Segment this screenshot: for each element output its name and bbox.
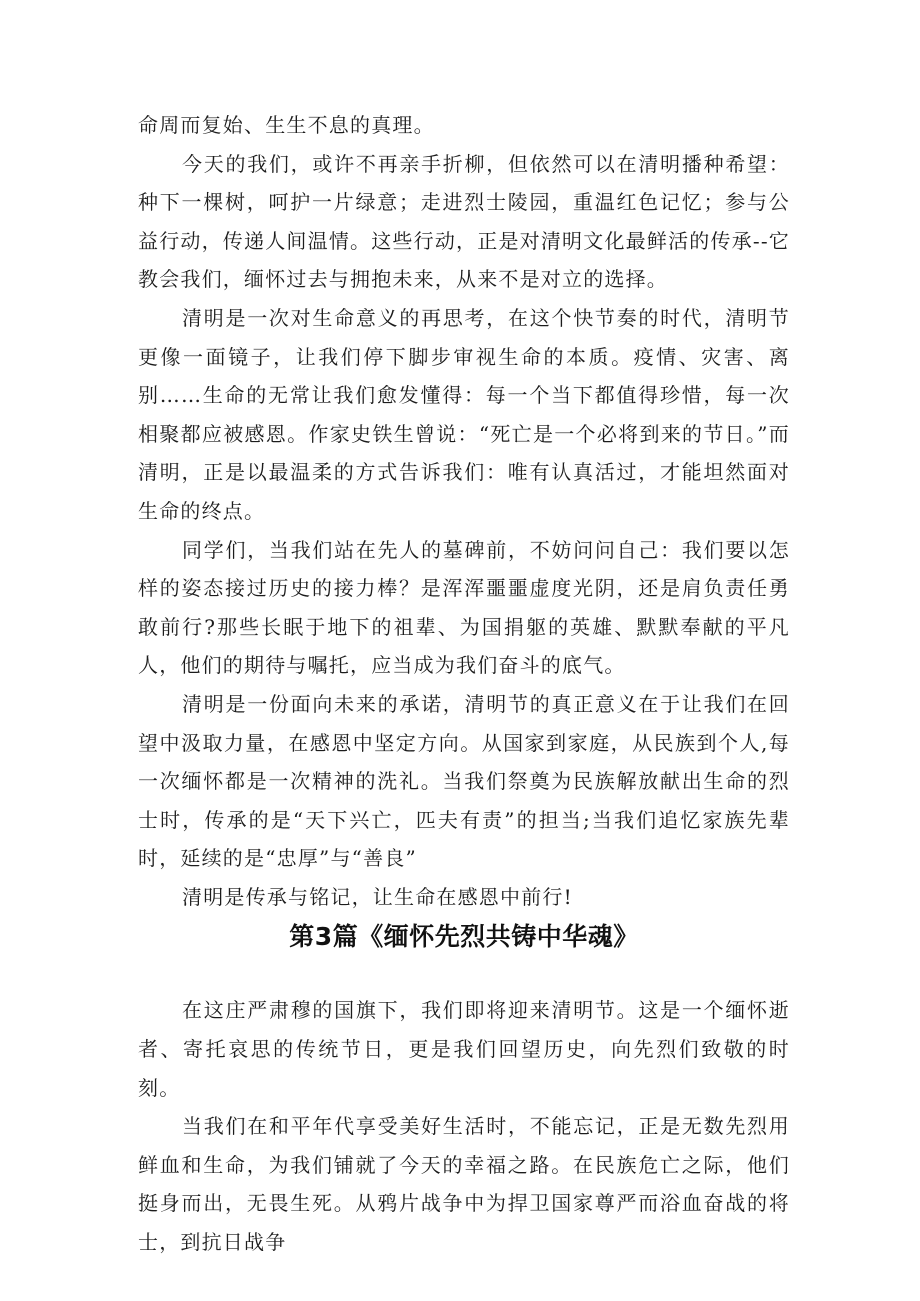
document-body: [138, 106, 790, 1262]
paragraph-martyrs: 当我们在和平年代享受美好生活时，不能忘记，正是无数先烈用鲜血和生命，为我们铺就了今天的幸福之路。在民族危亡之际，他们挺身而出，无畏生死。从鸦片战争中为捍卫国家尊严而浴血奋战的将士，到抗日战争: [138, 1114, 790, 1255]
paragraph-meaning-of-life: 清明是一次对生命意义的再思考，在这个快节奏的时代，清明节更像一面镜子，让我们停下脚步审视生命的本质。疫情、灾害、离别……生命的无常让我们愈发懂得：每一个当下都值得珍惜，每一次相聚都应被感恩。作家史铁生曾说：“死亡是一个必将到来的节日。”而清明，正是以最温柔的方式告诉我们：唯有认真活过，才能坦然面对生命的终点。: [138, 305, 790, 523]
paragraph-flag-ceremony: 在这庄严肃穆的国旗下，我们即将迎来清明节。这是一个缅怀逝者、寄托哀思的传统节日，更是我们回望历史，向先烈们致敬的时刻。: [138, 998, 790, 1100]
section-heading: 第3篇《缅怀先烈共铸中华魂》: [289, 922, 639, 952]
paragraph-planting-hope: 今天的我们，或许不再亲手折柳，但依然可以在清明播种希望：种下一棵树，呵护一片绿意；走进烈士陵园，重温红色记忆；参与公益行动，传递人间温情。这些行动，正是对清明文化最鲜活的传承--它教会我们，缅怀过去与拥抱未来，从来不是对立的选择。: [138, 151, 790, 292]
paragraph-closing-line: 清明是传承与铭记，让生命在感恩中前行!: [182, 884, 573, 909]
paragraph-continuation: 命周而复始、生生不息的真理。: [138, 113, 435, 137]
paragraph-future-promise: 清明是一份面向未来的承诺，清明节的真正意义在于让我们在回望中汲取力量，在感恩中坚定方向。从国家到家庭，从民族到个人,每一次缅怀都是一次精神的洗礼。当我们祭奠为民族解放献出生命的烈士时，传承的是“天下兴亡，匹夫有责”的担当;当我们追忆家族先辈时，延续的是“忠厚”与“善良”: [138, 691, 790, 871]
paragraph-students-question: 同学们，当我们站在先人的墓碑前，不妨问问自己：我们要以怎样的姿态接过历史的接力棒？是浑浑噩噩虚度光阴，还是肩负责任勇敢前行?那些长眠于地下的祖辈、为国捐躯的英雄、默默奉献的平凡人，他们的期待与嘱托，应当成为我们奋斗的底气。: [138, 537, 790, 678]
